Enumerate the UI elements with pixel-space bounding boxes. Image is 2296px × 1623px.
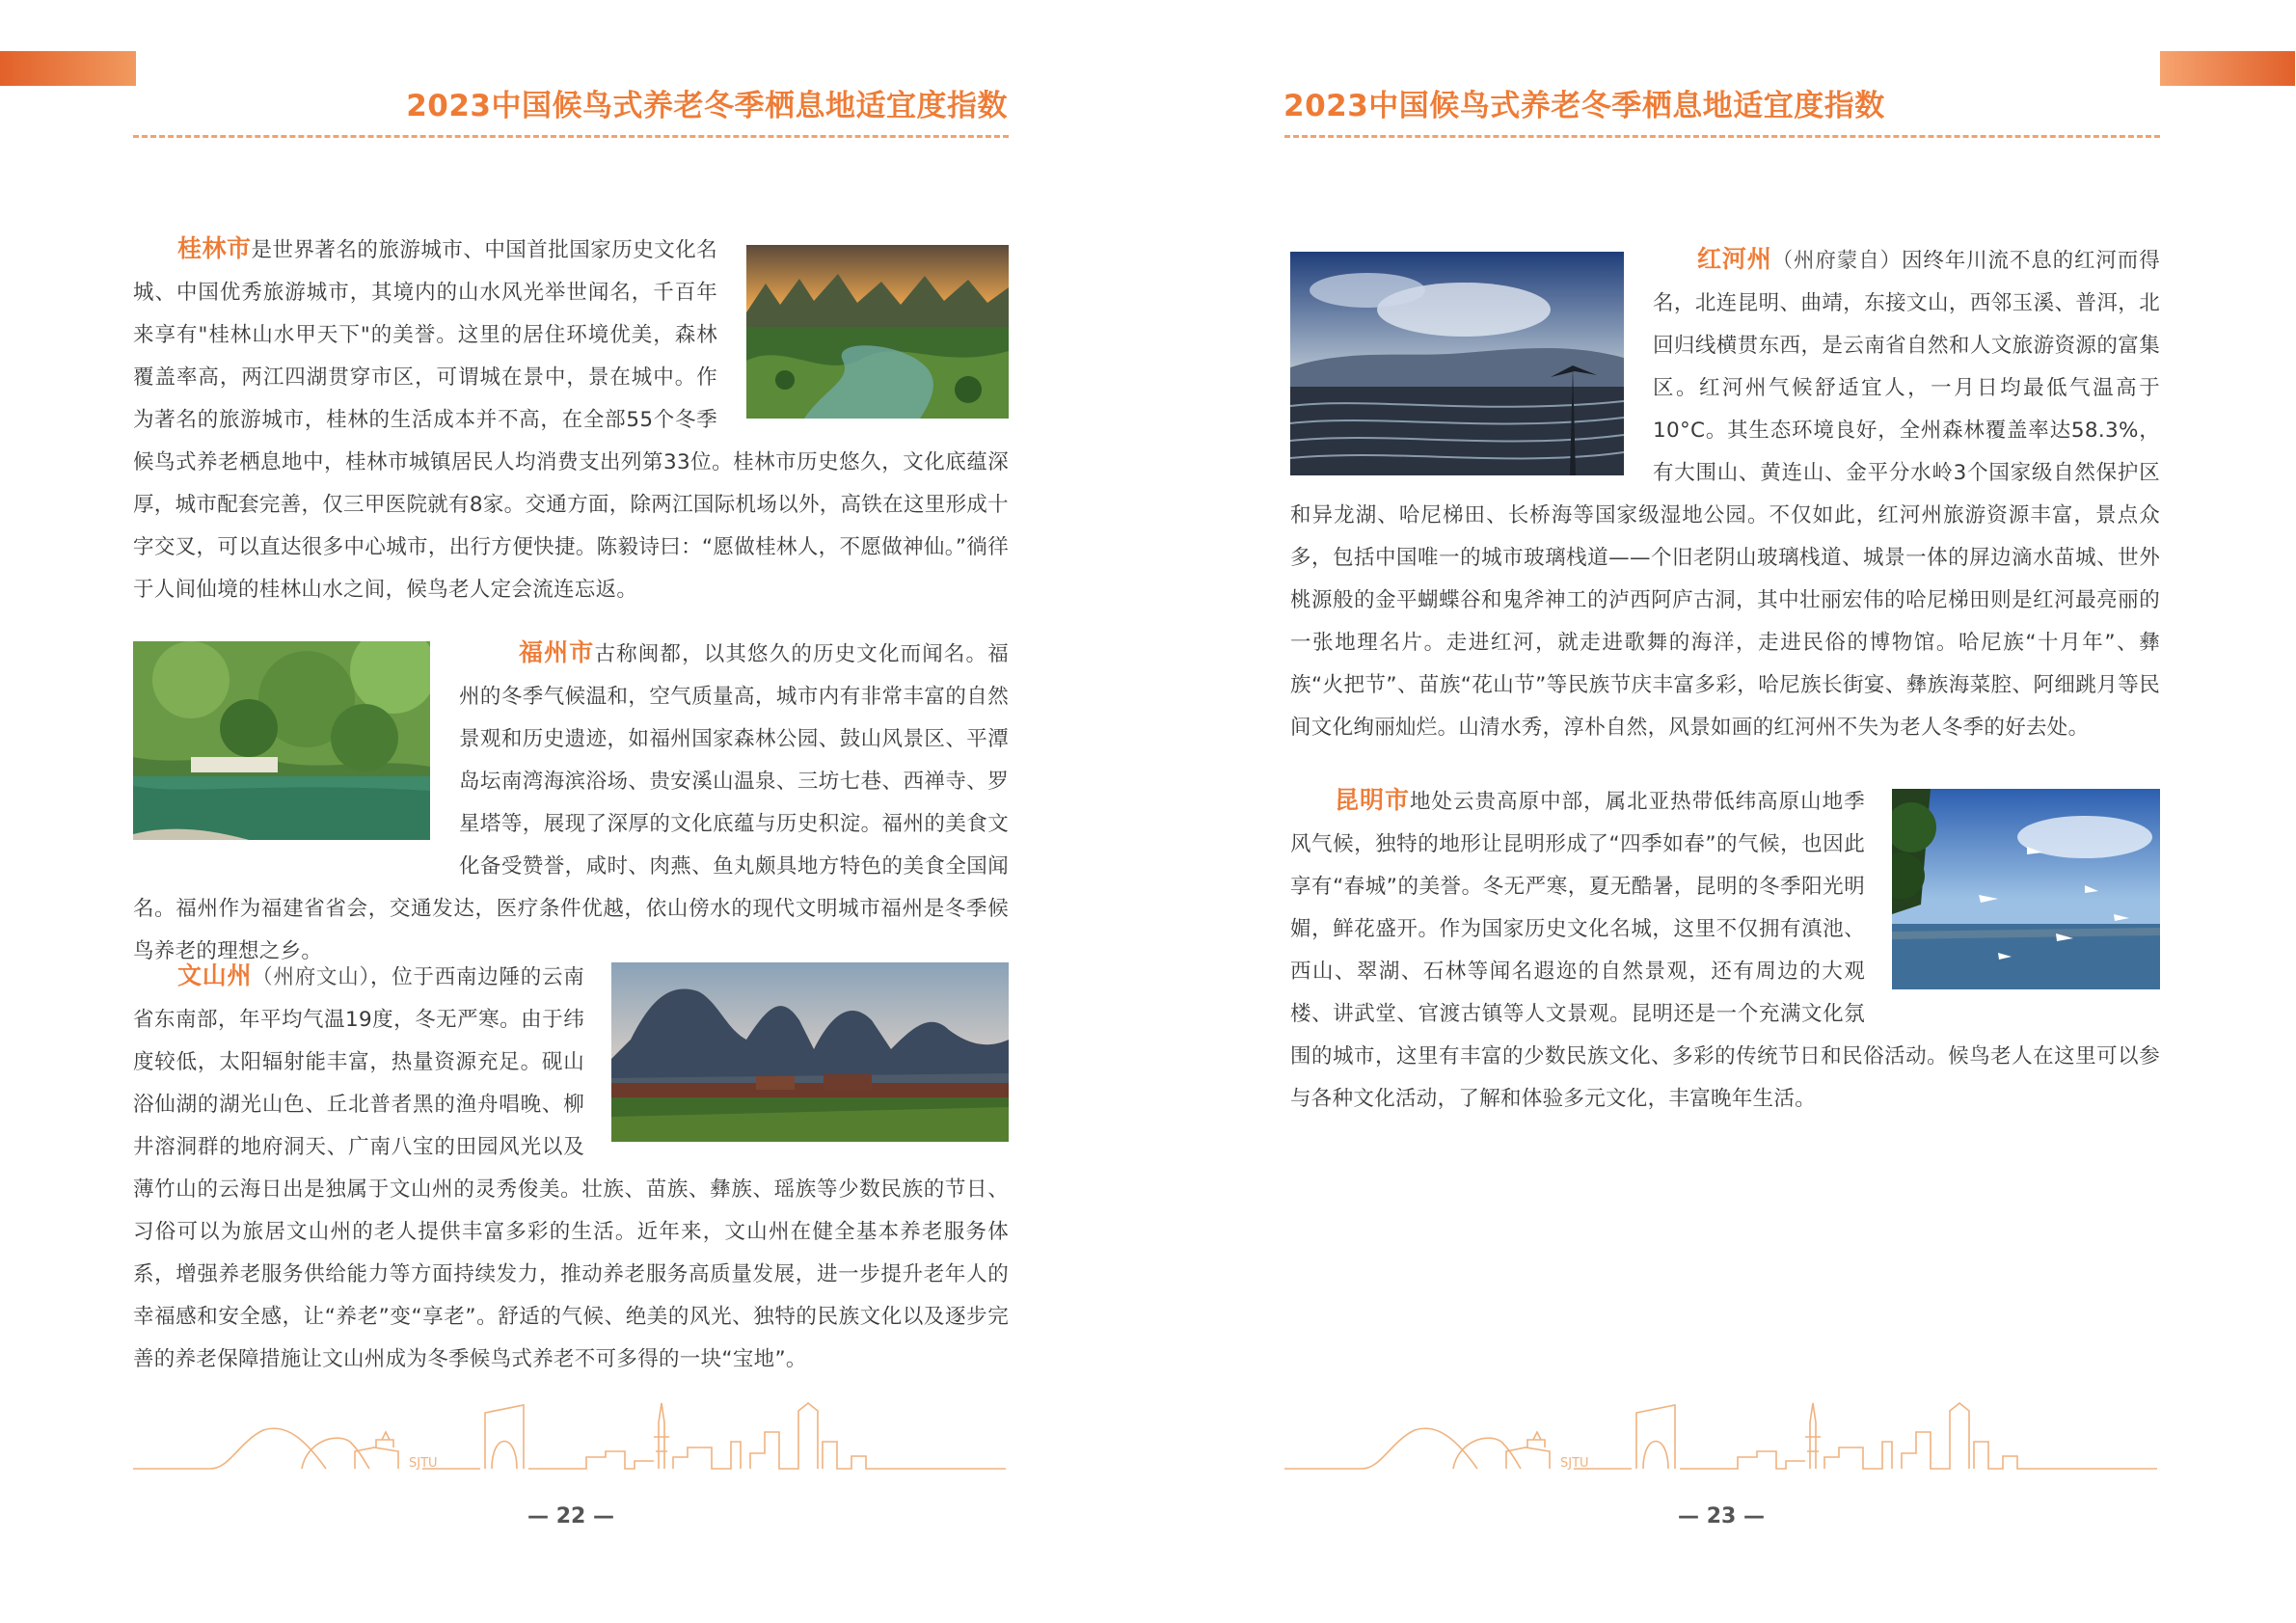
corner-accent-bar bbox=[2160, 51, 2295, 86]
fuzhou-text: 古称闽都，以其悠久的历史文化而闻名。福州的冬季气候温和，空气质量高，城市内有非常丰富的自然景观和历史遗迹，如福州国家森林公园、鼓山风景区、平潭岛坛南湾海滨浴场、贵安溪山温泉、三坊七巷、西禅寺、罗星塔等，展现了深厚的文化底蕴与历史积淀。福州的美食文化备受赞誉，咸时、肉燕、鱼丸颇具地方特色的美食全国闻名。福州作为福建省省会，交通发达，医疗条件优越，依山傍水的现代文明城市福州是冬季候鸟养老的理想之乡。 bbox=[133, 642, 1010, 963]
wenshan-text: ，位于西南边陲的云南省东南部，年平均气温19度，冬无严寒。由于纬度较低，太阳辐射能丰富，热量资源充足。砚山浴仙湖的湖光山色、丘北普者黑的渔舟唱晚、柳井溶洞群的地府洞天、广南八宝的田园风光以及薄竹山的云海日出是独属于文山州的灵秀俊美。壮族、苗族、彝族、瑶族等少数民族的节日、习俗可以为旅居文山州的老人提供丰富多彩的生活。近年来，文山州在健全基本养老服务体系，增强养老服务供给能力等方面持续发力，推动养老服务高质量发展，进一步提升老年人的幸福感和安全感，让“养老”变“享老”。舒适的气候、绝美的风光、独特的民族文化以及逐步完善的养老保障措施让文山州成为冬季候鸟式养老不可多得的一块“宝地”。 bbox=[133, 965, 1009, 1371]
header-dashed-rule bbox=[133, 135, 1009, 138]
city-name-guilin: 桂林市 bbox=[177, 234, 252, 262]
section-fuzhou bbox=[133, 632, 1009, 973]
header-title: 2023中国候鸟式养老冬季栖息地适宜度指数 bbox=[406, 89, 1008, 123]
kunming-text: 地处云贵高原中部，属北亚热带低纬高原山地季风气候，独特的地形让昆明形成了“四季如春”的气候，也因此享有“春城”的美誉。冬无严寒，夏无酷暑，昆明的冬季阳光明媚，鲜花盛开。作为国家历史文化名城，这里不仅拥有滇池、西山、翠湖、石林等闻名遐迩的自然景观，还有周边的大观楼、讲武堂、官渡古镇等人文景观。昆明还是一个充满文化氛围的城市，这里有丰富的少数民族文化、多彩的传统节日和民俗活动。候鸟老人在这里可以参与各种文化活动，了解和体验多元文化，丰富晚年生活。 bbox=[1290, 790, 2160, 1111]
page-number: — 22 — bbox=[527, 1504, 614, 1528]
corner-accent-bar bbox=[0, 51, 136, 86]
header-dashed-rule bbox=[1284, 135, 2160, 138]
honghe-seat: （州府蒙自） bbox=[1771, 249, 1902, 273]
section-guilin bbox=[133, 228, 1009, 611]
city-name-wenshan: 文山州 bbox=[177, 961, 253, 989]
skyline-illustration bbox=[133, 1384, 1006, 1473]
section-honghe bbox=[1290, 238, 2160, 749]
honghe-text: 因终年川流不息的红河而得名，北连昆明、曲靖，东接文山，西邻玉溪、普洱，北回归线横贯东西，是云南省自然和人文旅游资源的富集区。红河州气候舒适宜人，一月日均最低气温高于10°C。其生态环境良好，全州森林覆盖率达58.3%，有大围山、黄连山、金平分水岭3个国家级自然保护区和异龙湖、哈尼梯田、长桥海等国家级湿地公园。不仅如此，红河州旅游资源丰富，景点众多，包括中国唯一的城市玻璃栈道——个旧老阴山玻璃栈道、城景一体的屏边滴水苗城、世外桃源般的金平蝴蝶谷和鬼斧神工的泸西阿庐古洞，其中壮丽宏伟的哈尼梯田则是红河最亮丽的一张地理名片。走进红河，就走进歌舞的海洋，走进民俗的博物馆。哈尼族“十月年”、彝族“火把节”、苗族“花山节”等民族节庆丰富多彩，哈尼族长街宴、彝族海菜腔、阿细跳月等民间文化绚丽灿烂。山清水秀，淳朴自然，风景如画的红河州不失为老人冬季的好去处。 bbox=[1290, 249, 2160, 740]
wenshan-photo bbox=[611, 962, 1009, 1142]
fuzhou-photo bbox=[133, 641, 430, 840]
section-wenshan bbox=[133, 955, 1009, 1381]
city-name-fuzhou: 福州市 bbox=[519, 638, 595, 666]
right-page bbox=[1148, 0, 2295, 1623]
guilin-text: 是世界著名的旅游城市、中国首批国家历史文化名城、中国优秀旅游城市，其境内的山水风光举世闻名，千百年来享有"桂林山水甲天下"的美誉。这里的居住环境优美，森林覆盖率高，两江四湖贯穿市区，可谓城在景中，景在城中。作为著名的旅游城市，桂林的生活成本并不高，在全部55个冬季候鸟式养老栖息地中，桂林市城镇居民人均消费支出列第33位。桂林市历史悠久，文化底蕴深厚，城市配套完善，仅三甲医院就有8家。交通方面，除两江国际机场以外，高铁在这里形成十字交叉，可以直达很多中心城市，出行方便快捷。陈毅诗曰：“愿做桂林人，不愿做神仙。”徜徉于人间仙境的桂林山水之间，候鸟老人定会流连忘返。 bbox=[133, 238, 1009, 602]
page-number: — 23 — bbox=[1678, 1504, 1765, 1528]
kunming-photo bbox=[1892, 789, 2160, 989]
city-name-kunming: 昆明市 bbox=[1335, 786, 1411, 814]
section-kunming bbox=[1290, 779, 2160, 1121]
wenshan-seat: （州府文山） bbox=[252, 965, 370, 989]
header-title: 2023中国候鸟式养老冬季栖息地适宜度指数 bbox=[1283, 89, 1885, 123]
skyline-illustration bbox=[1284, 1384, 2157, 1473]
sjtu-logo: SJTU bbox=[1560, 1456, 1589, 1471]
sjtu-logo: SJTU bbox=[409, 1456, 438, 1471]
honghe-photo bbox=[1290, 252, 1624, 475]
city-name-honghe: 红河州 bbox=[1697, 245, 1772, 273]
guilin-photo bbox=[746, 245, 1009, 419]
